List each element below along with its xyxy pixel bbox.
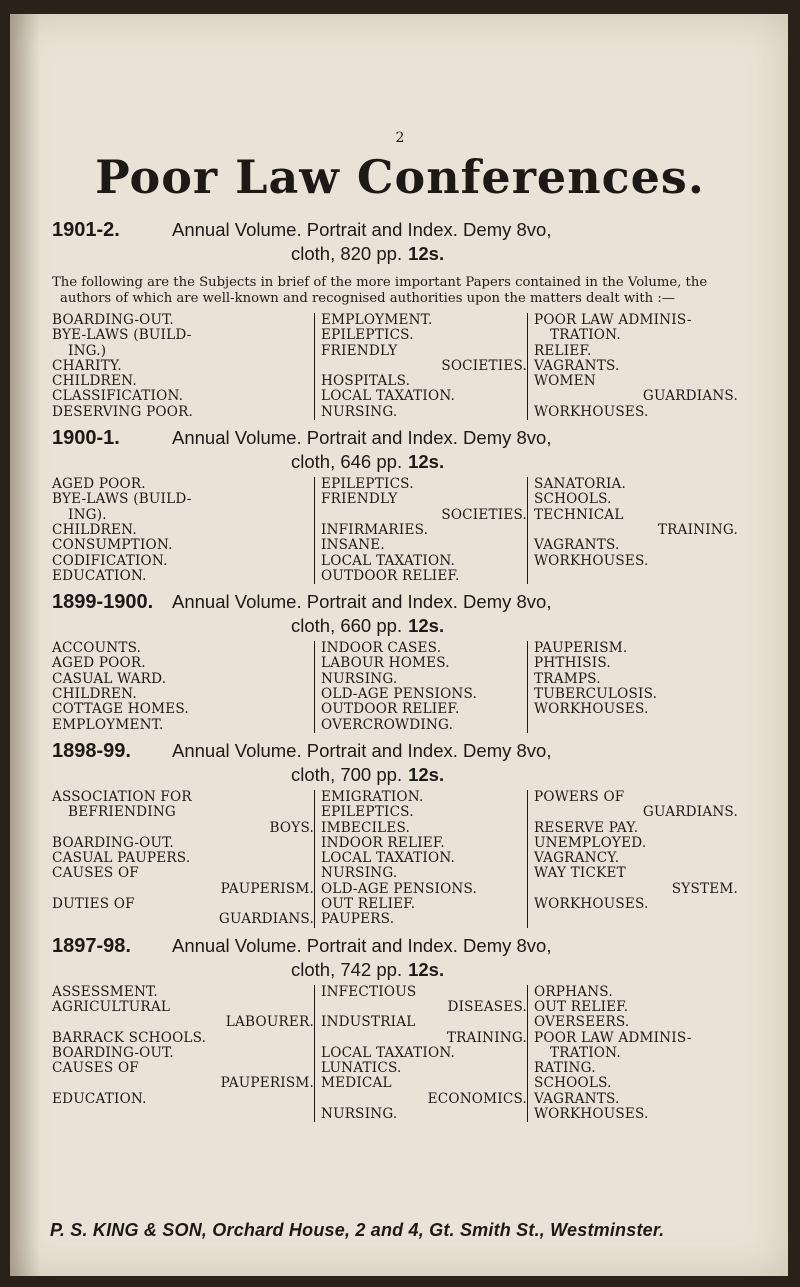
subject-item (534, 344, 738, 359)
subject-text: WORKHOUSES. (534, 896, 649, 913)
subject-text: EMIGRATION. (321, 788, 424, 805)
subject-column (314, 790, 527, 928)
subject-item (321, 374, 527, 389)
subject-text: WORKHOUSES. (534, 552, 649, 569)
subject-text: WOMEN (534, 373, 596, 390)
subject-text: EDUCATION. (52, 1090, 147, 1107)
subject-text: CODIFICATION. (52, 552, 168, 569)
subject-item (321, 313, 527, 328)
subject-item (534, 897, 738, 912)
subject-text: DESERVING POOR. (52, 403, 194, 420)
subject-item (321, 790, 527, 805)
subject-text: OUT RELIEF. (534, 998, 629, 1015)
subject-item (534, 1000, 738, 1015)
volume-heading (52, 426, 742, 473)
subject-item (52, 1092, 314, 1107)
subject-text: AGRICULTURAL (52, 998, 171, 1015)
subject-text: CASUAL PAUPERS. (52, 850, 191, 867)
subject-item (52, 702, 314, 717)
volume-year: 1901-2. (52, 219, 120, 241)
subject-text: POOR LAW ADMINIS- (534, 312, 692, 328)
subject-item (52, 790, 314, 836)
subject-text: BYE-LAWS (BUILD- (52, 491, 192, 508)
subject-continuation: TRATION. (550, 1044, 621, 1061)
subject-continuation: DISEASES. (447, 998, 527, 1015)
subject-continuation: SYSTEM. (671, 880, 738, 897)
subject-item (321, 656, 527, 671)
subject-text: FRIENDLY (321, 342, 398, 359)
subject-item (534, 851, 738, 866)
subject-item (534, 641, 738, 656)
subject-continuation: ING). (68, 506, 107, 523)
volume-description: Annual Volume. Portrait and Index. Demy 8vo, (172, 427, 552, 449)
subject-column (52, 641, 314, 733)
subject-item (321, 389, 527, 404)
subject-text: BOARDING-OUT. (52, 834, 174, 851)
subject-column (527, 641, 738, 733)
subject-text: PHTHISIS. (534, 655, 611, 672)
subject-text: ACCOUNTS. (52, 640, 142, 657)
subject-text: INDOOR CASES. (321, 640, 442, 657)
volume-price: 12s. (408, 763, 445, 785)
volume-year: 1897-98. (52, 934, 131, 957)
subject-text: INDUSTRIAL (321, 1014, 416, 1031)
subject-text: SCHOOLS. (534, 1075, 612, 1092)
subject-item (321, 702, 527, 717)
subject-text: AGED POOR. (52, 476, 146, 493)
subject-text: IMBECILES. (321, 819, 411, 836)
subject-text: INSANE. (321, 537, 385, 554)
subject-text: EPILEPTICS. (321, 476, 414, 493)
subject-column (52, 313, 314, 420)
volume-year: 1899-1900. (52, 591, 154, 614)
subject-text: CLASSIFICATION. (52, 388, 184, 405)
subject-text: BYE-LAWS (BUILD- (52, 327, 192, 344)
subject-item (534, 1015, 738, 1030)
subject-item (52, 1046, 314, 1061)
subject-continuation: GUARDIANS. (642, 388, 738, 405)
subject-item (52, 1031, 314, 1046)
subject-continuation: GUARDIANS. (642, 804, 738, 821)
subject-text: BOARDING-OUT. (52, 1044, 174, 1061)
volume-heading (52, 934, 742, 981)
subject-text: SCHOOLS. (534, 491, 612, 508)
subject-item (321, 985, 527, 1016)
subject-text: OUTDOOR RELIEF. (321, 567, 460, 584)
subject-text: ORPHANS. (534, 983, 613, 1000)
subject-text: PAUPERS. (321, 911, 395, 928)
subject-text: ASSOCIATION FOR (52, 788, 192, 805)
subject-item (52, 851, 314, 866)
subject-text: CHARITY. (52, 357, 122, 374)
volume-description: Annual Volume. Portrait and Index. Demy 8vo, (172, 219, 552, 240)
subject-text: INFECTIOUS (321, 983, 417, 1000)
subject-text: LOCAL TAXATION. (321, 388, 456, 405)
subject-column (527, 985, 738, 1123)
subject-item (534, 492, 738, 507)
subject-text: VAGRANTS. (534, 537, 620, 554)
subject-item (321, 1046, 527, 1061)
subject-item (52, 405, 314, 420)
subject-item (321, 866, 527, 881)
subject-text: EDUCATION. (52, 567, 147, 584)
subject-column (52, 985, 314, 1123)
subject-item (321, 523, 527, 538)
subject-item (321, 344, 527, 375)
subject-text: VAGRANTS. (534, 1090, 620, 1107)
subject-text: INDOOR RELIEF. (321, 834, 445, 851)
subject-item (321, 1061, 527, 1076)
subject-continuation: PAUPERISM. (220, 1075, 314, 1092)
subject-item (534, 1107, 738, 1122)
subject-text: CHILDREN. (52, 521, 137, 538)
page-number: 2 (395, 130, 405, 146)
subject-item (534, 374, 738, 405)
subject-text: TUBERCULOSIS. (534, 686, 658, 703)
subject-item (52, 523, 314, 538)
subject-item (321, 405, 527, 420)
subject-item (321, 897, 527, 912)
subject-item (534, 477, 738, 492)
subject-columns (52, 477, 742, 584)
subject-item (321, 477, 527, 492)
subject-item (52, 389, 314, 404)
volume-year: 1898-99. (52, 739, 131, 762)
subject-text: VAGRANCY. (534, 850, 620, 867)
subject-item (534, 1031, 738, 1062)
subject-text: POOR LAW ADMINIS- (534, 1029, 692, 1046)
volume-extent: cloth, 646 pp. (291, 451, 403, 473)
subject-text: AGED POOR. (52, 655, 146, 672)
subject-text: WORKHOUSES. (534, 403, 649, 420)
subject-item (52, 687, 314, 702)
subject-item (321, 821, 527, 836)
subject-item (52, 1061, 314, 1092)
subject-item (52, 538, 314, 553)
subject-text: WORKHOUSES. (534, 1105, 649, 1122)
subject-text: TRAMPS. (534, 670, 601, 687)
subject-text: VAGRANTS. (534, 357, 620, 374)
subject-text: LOCAL TAXATION. (321, 1044, 456, 1061)
subject-text: EPILEPTICS. (321, 327, 414, 344)
subject-column (52, 477, 314, 584)
volume-heading (52, 218, 742, 265)
volume-description: Annual Volume. Portrait and Index. Demy 8vo, (172, 739, 552, 761)
subject-item (321, 851, 527, 866)
subject-column (314, 313, 527, 420)
subject-text: CHILDREN. (52, 686, 137, 703)
volume-extent: cloth, 742 pp. (291, 958, 403, 980)
subject-text: CAUSES OF (52, 1060, 139, 1077)
subject-text: HOSPITALS. (321, 373, 411, 390)
subject-item (534, 821, 738, 836)
volume-description: Annual Volume. Portrait and Index. Demy 8vo, (172, 591, 552, 613)
subject-item (52, 1000, 314, 1031)
subject-item (52, 866, 314, 897)
subject-continuation: PAUPERISM. (220, 880, 314, 897)
volume-description: Annual Volume. Portrait and Index. Demy 8vo, (172, 934, 552, 956)
subject-item (52, 374, 314, 389)
subject-columns (52, 790, 742, 928)
subject-item (321, 641, 527, 656)
subject-item (321, 492, 527, 523)
subject-item (52, 656, 314, 671)
subject-continuation: SOCIETIES. (441, 506, 527, 523)
subject-text: TECHNICAL (534, 506, 624, 523)
subject-text: CASUAL WARD. (52, 670, 167, 687)
subject-item (321, 554, 527, 569)
subject-text: BOARDING-OUT. (52, 312, 174, 328)
subject-continuation: GUARDIANS. (218, 911, 314, 928)
subject-item (52, 836, 314, 851)
subject-text: EPILEPTICS. (321, 804, 414, 821)
subject-text: OLD-AGE PENSIONS. (321, 880, 478, 897)
subject-continuation: LABOURER. (225, 1014, 314, 1031)
subject-item (52, 554, 314, 569)
subject-text: OVERSEERS. (534, 1014, 630, 1031)
subject-text: RESERVE PAY. (534, 819, 639, 836)
subject-item (321, 1015, 527, 1046)
subject-text: SANATORIA. (534, 476, 627, 493)
volume-extent: cloth, 700 pp. (291, 763, 403, 785)
subject-text: NURSING. (321, 1105, 398, 1122)
subject-column (527, 477, 738, 584)
subject-text: CONSUMPTION. (52, 537, 173, 554)
subject-text: RELIEF. (534, 342, 592, 359)
subject-text: POWERS OF (534, 788, 625, 805)
subject-text: NURSING. (321, 403, 398, 420)
subject-column (314, 641, 527, 733)
volume-price: 12s. (408, 243, 445, 264)
subject-item (52, 985, 314, 1000)
subject-item (321, 687, 527, 702)
subject-item (534, 1076, 738, 1091)
subject-item (321, 538, 527, 553)
subject-item (534, 1092, 738, 1107)
volume-price: 12s. (408, 451, 445, 473)
subject-item (321, 718, 527, 733)
volume-list (52, 212, 742, 1122)
subject-column (52, 790, 314, 928)
subject-text: MEDICAL (321, 1075, 392, 1092)
volume-price: 12s. (408, 615, 445, 637)
subject-continuation: ING.) (68, 342, 107, 359)
subject-text: WORKHOUSES. (534, 701, 649, 718)
page-title: Poor Law Conferences. (95, 150, 705, 204)
subject-item (52, 313, 314, 328)
subject-text: UNEMPLOYED. (534, 834, 647, 851)
subject-column (314, 477, 527, 584)
volume-heading (52, 590, 742, 637)
subject-text: OUT RELIEF. (321, 896, 416, 913)
subject-text: LOCAL TAXATION. (321, 850, 456, 867)
volume-heading (52, 739, 742, 786)
subject-item (321, 882, 527, 897)
subject-text: INFIRMARIES. (321, 521, 429, 538)
subject-text: FRIENDLY (321, 491, 398, 508)
subject-item (52, 718, 314, 733)
volume-extent: cloth, 660 pp. (291, 615, 403, 637)
subject-item (321, 672, 527, 687)
subject-item (534, 508, 738, 539)
volume-price: 12s. (408, 958, 445, 980)
volume-extent: cloth, 820 pp. (291, 243, 403, 264)
subject-item (534, 554, 738, 569)
subject-text: CAUSES OF (52, 865, 139, 882)
subject-text: OLD-AGE PENSIONS. (321, 686, 478, 703)
subject-item (52, 897, 314, 928)
subject-item (534, 687, 738, 702)
subject-item (321, 912, 527, 927)
subject-item (534, 538, 738, 553)
subject-text: BARRACK SCHOOLS. (52, 1029, 207, 1046)
subject-continuation: TRATION. (550, 327, 621, 344)
subject-item (534, 866, 738, 897)
subject-item (52, 672, 314, 687)
subject-item (321, 805, 527, 820)
subject-text: EMPLOYMENT. (52, 716, 164, 733)
subject-item (534, 985, 738, 1000)
subject-text: EMPLOYMENT. (321, 312, 433, 328)
subject-text: CHILDREN. (52, 373, 137, 390)
subject-item (52, 477, 314, 492)
subject-item (534, 313, 738, 344)
subject-item (52, 492, 314, 523)
subject-column (527, 790, 738, 928)
subject-item (534, 672, 738, 687)
subject-column (527, 313, 738, 420)
intro-text: The following are the Subjects in brief of the more important Papers contained in the Volume, the authors of which are well-known and recognised authorities upon the matters dealt with :— (52, 275, 708, 306)
subject-continuation: BEFRIENDING (68, 804, 176, 821)
subject-text: NURSING. (321, 670, 398, 687)
subject-item (321, 328, 527, 343)
subject-text: DUTIES OF (52, 896, 135, 913)
subject-item (321, 569, 527, 584)
subject-text: LABOUR HOMES. (321, 655, 450, 672)
subject-item (534, 405, 738, 420)
subject-text: NURSING. (321, 865, 398, 882)
subject-item (534, 359, 738, 374)
subject-item (534, 702, 738, 717)
subject-text: OUTDOOR RELIEF. (321, 701, 460, 718)
publisher-footer: P. S. KING & SON, Orchard House, 2 and 4, Gt. Smith St., Westminster. (50, 1220, 665, 1240)
subject-item (52, 641, 314, 656)
subject-continuation: TRAINING. (446, 1029, 527, 1046)
subject-text: RATING. (534, 1060, 596, 1077)
subject-item (321, 1107, 527, 1122)
subject-item (534, 836, 738, 851)
subject-item (52, 569, 314, 584)
subject-continuation: TRAINING. (657, 521, 738, 538)
subject-item (321, 836, 527, 851)
subject-continuation: ECONOMICS. (427, 1090, 527, 1107)
subject-text: LOCAL TAXATION. (321, 552, 456, 569)
subject-item (534, 1061, 738, 1076)
subject-text: PAUPERISM. (534, 640, 628, 657)
subject-text: COTTAGE HOMES. (52, 701, 189, 718)
subject-columns (52, 985, 742, 1123)
subject-continuation: BOYS. (269, 819, 314, 836)
volume-year: 1900-1. (52, 427, 120, 450)
subject-item (321, 1076, 527, 1107)
subject-columns (52, 313, 742, 420)
subject-columns (52, 641, 742, 733)
subject-item (52, 328, 314, 359)
subject-column (314, 985, 527, 1123)
subject-text: WAY TICKET (534, 865, 626, 882)
subject-text: ASSESSMENT. (52, 983, 158, 1000)
subject-item (534, 790, 738, 821)
subject-item (52, 359, 314, 374)
subject-text: LUNATICS. (321, 1060, 402, 1077)
subject-item (534, 656, 738, 671)
subject-continuation: SOCIETIES. (441, 357, 527, 374)
subject-text: OVERCROWDING. (321, 716, 454, 733)
